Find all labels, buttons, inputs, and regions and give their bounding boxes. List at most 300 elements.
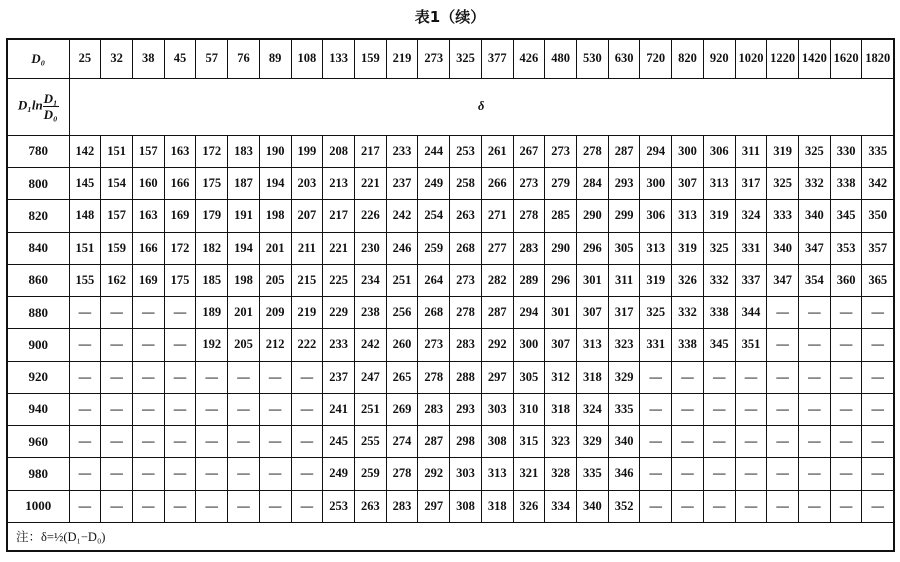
table-cell: 318 xyxy=(577,361,609,393)
table-cell: 292 xyxy=(481,329,513,361)
table-cell: 172 xyxy=(164,232,196,264)
table-cell: 273 xyxy=(450,264,482,296)
table-cell: 290 xyxy=(545,232,577,264)
table-cell: 307 xyxy=(577,297,609,329)
table-cell: 287 xyxy=(418,426,450,458)
table-cell: 260 xyxy=(386,329,418,361)
table-cell: 306 xyxy=(703,135,735,167)
table-cell: 329 xyxy=(608,361,640,393)
empty-cell: — xyxy=(767,361,799,393)
empty-cell: — xyxy=(196,490,228,522)
empty-cell: — xyxy=(132,490,164,522)
table-cell: 340 xyxy=(767,232,799,264)
table-cell: 237 xyxy=(323,361,355,393)
table-cell: 294 xyxy=(513,297,545,329)
table-row xyxy=(7,168,894,200)
table-cell: 209 xyxy=(259,297,291,329)
empty-cell: — xyxy=(830,393,862,425)
empty-cell: — xyxy=(101,329,133,361)
table-cell: 238 xyxy=(354,297,386,329)
row-label: 980 xyxy=(7,458,69,490)
table-title: 表1（续） xyxy=(414,8,486,26)
table-cell: 319 xyxy=(640,264,672,296)
empty-cell: — xyxy=(799,393,831,425)
d0-value: 1020 xyxy=(735,39,767,78)
table-cell: 347 xyxy=(799,232,831,264)
empty-cell: — xyxy=(259,393,291,425)
empty-cell: — xyxy=(132,361,164,393)
table-cell: 292 xyxy=(418,458,450,490)
empty-cell: — xyxy=(830,297,862,329)
table-cell: 189 xyxy=(196,297,228,329)
table-cell: 337 xyxy=(735,264,767,296)
table-cell: 234 xyxy=(354,264,386,296)
table-cell: 305 xyxy=(608,232,640,264)
table-cell: 319 xyxy=(703,200,735,232)
table-cell: 194 xyxy=(228,232,260,264)
empty-cell: — xyxy=(228,361,260,393)
d0-value: 720 xyxy=(640,39,672,78)
empty-cell: — xyxy=(672,490,704,522)
table-cell: 217 xyxy=(323,200,355,232)
empty-cell: — xyxy=(799,361,831,393)
empty-cell: — xyxy=(830,361,862,393)
table-cell: 162 xyxy=(101,264,133,296)
table-cell: 255 xyxy=(354,426,386,458)
table-cell: 145 xyxy=(69,168,101,200)
table-cell: 345 xyxy=(703,329,735,361)
row-label: 920 xyxy=(7,361,69,393)
empty-cell: — xyxy=(862,426,894,458)
table-cell: 319 xyxy=(767,135,799,167)
table-cell: 157 xyxy=(132,135,164,167)
empty-cell: — xyxy=(862,458,894,490)
table-cell: 233 xyxy=(386,135,418,167)
d0-value: 480 xyxy=(545,39,577,78)
table-cell: 154 xyxy=(101,168,133,200)
table-cell: 221 xyxy=(354,168,386,200)
table-cell: 308 xyxy=(481,426,513,458)
empty-cell: — xyxy=(132,426,164,458)
table-cell: 297 xyxy=(418,490,450,522)
table-cell: 325 xyxy=(767,168,799,200)
header-row-d0 xyxy=(7,39,894,78)
d0-value: 377 xyxy=(481,39,513,78)
empty-cell: — xyxy=(132,329,164,361)
row-label: 1000 xyxy=(7,490,69,522)
table-row xyxy=(7,264,894,296)
empty-cell: — xyxy=(735,458,767,490)
table-cell: 215 xyxy=(291,264,323,296)
table-cell: 352 xyxy=(608,490,640,522)
empty-cell: — xyxy=(830,458,862,490)
empty-cell: — xyxy=(196,426,228,458)
row-label: 820 xyxy=(7,200,69,232)
table-cell: 300 xyxy=(672,135,704,167)
table-cell: 268 xyxy=(418,297,450,329)
empty-cell: — xyxy=(196,361,228,393)
table-cell: 318 xyxy=(481,490,513,522)
table-cell: 268 xyxy=(450,232,482,264)
table-cell: 226 xyxy=(354,200,386,232)
table-cell: 318 xyxy=(545,393,577,425)
table-cell: 338 xyxy=(703,297,735,329)
table-cell: 179 xyxy=(196,200,228,232)
empty-cell: — xyxy=(291,361,323,393)
table-cell: 201 xyxy=(259,232,291,264)
table-cell: 293 xyxy=(608,168,640,200)
d0-value: 1420 xyxy=(799,39,831,78)
table-cell: 285 xyxy=(545,200,577,232)
table-cell: 155 xyxy=(69,264,101,296)
empty-cell: — xyxy=(735,361,767,393)
table-cell: 278 xyxy=(418,361,450,393)
d0-value: 45 xyxy=(164,39,196,78)
table-cell: 321 xyxy=(513,458,545,490)
empty-cell: — xyxy=(799,329,831,361)
empty-cell: — xyxy=(132,297,164,329)
row-label: 780 xyxy=(7,135,69,167)
table-cell: 308 xyxy=(450,490,482,522)
table-cell: 212 xyxy=(259,329,291,361)
table-cell: 274 xyxy=(386,426,418,458)
table-cell: 306 xyxy=(640,200,672,232)
table-cell: 313 xyxy=(672,200,704,232)
empty-cell: — xyxy=(101,297,133,329)
table-cell: 330 xyxy=(830,135,862,167)
delta-header: δ xyxy=(69,78,894,135)
d0-value: 76 xyxy=(228,39,260,78)
table-cell: 203 xyxy=(291,168,323,200)
table-cell: 313 xyxy=(577,329,609,361)
table-cell: 351 xyxy=(735,329,767,361)
empty-cell: — xyxy=(703,361,735,393)
empty-cell: — xyxy=(703,393,735,425)
table-cell: 299 xyxy=(608,200,640,232)
empty-cell: — xyxy=(862,297,894,329)
table-cell: 213 xyxy=(323,168,355,200)
table-cell: 249 xyxy=(418,168,450,200)
table-cell: 273 xyxy=(513,168,545,200)
empty-cell: — xyxy=(799,490,831,522)
table-cell: 313 xyxy=(703,168,735,200)
empty-cell: — xyxy=(830,426,862,458)
empty-cell: — xyxy=(767,426,799,458)
table-cell: 172 xyxy=(196,135,228,167)
d0-value: 133 xyxy=(323,39,355,78)
table-cell: 183 xyxy=(228,135,260,167)
table-cell: 278 xyxy=(577,135,609,167)
table-cell: 303 xyxy=(481,393,513,425)
table-cell: 247 xyxy=(354,361,386,393)
table-cell: 261 xyxy=(481,135,513,167)
table-cell: 198 xyxy=(259,200,291,232)
table-cell: 169 xyxy=(164,200,196,232)
empty-cell: — xyxy=(69,393,101,425)
table-cell: 346 xyxy=(608,458,640,490)
table-cell: 329 xyxy=(577,426,609,458)
empty-cell: — xyxy=(862,329,894,361)
table-cell: 325 xyxy=(703,232,735,264)
data-table xyxy=(6,38,895,552)
table-cell: 191 xyxy=(228,200,260,232)
table-cell: 283 xyxy=(386,490,418,522)
table-cell: 166 xyxy=(132,232,164,264)
d0-value: 38 xyxy=(132,39,164,78)
table-cell: 323 xyxy=(608,329,640,361)
d0-value: 273 xyxy=(418,39,450,78)
empty-cell: — xyxy=(799,297,831,329)
empty-cell: — xyxy=(672,393,704,425)
table-cell: 347 xyxy=(767,264,799,296)
table-cell: 332 xyxy=(799,168,831,200)
table-cell: 335 xyxy=(862,135,894,167)
table-cell: 283 xyxy=(450,329,482,361)
table-cell: 185 xyxy=(196,264,228,296)
empty-cell: — xyxy=(259,426,291,458)
empty-cell: — xyxy=(767,458,799,490)
empty-cell: — xyxy=(228,426,260,458)
table-cell: 251 xyxy=(386,264,418,296)
table-cell: 264 xyxy=(418,264,450,296)
table-cell: 258 xyxy=(450,168,482,200)
table-cell: 307 xyxy=(545,329,577,361)
table-cell: 324 xyxy=(577,393,609,425)
table-cell: 290 xyxy=(577,200,609,232)
d0-value: 530 xyxy=(577,39,609,78)
empty-cell: — xyxy=(291,458,323,490)
table-cell: 338 xyxy=(672,329,704,361)
table-row xyxy=(7,458,894,490)
table-cell: 340 xyxy=(799,200,831,232)
table-cell: 256 xyxy=(386,297,418,329)
empty-cell: — xyxy=(132,458,164,490)
note-text: 注：δ=½(D₁−D₀) xyxy=(7,522,894,551)
d0-value: 25 xyxy=(69,39,101,78)
table-cell: 340 xyxy=(608,426,640,458)
table-cell: 317 xyxy=(735,168,767,200)
row-label: 800 xyxy=(7,168,69,200)
empty-cell: — xyxy=(640,458,672,490)
empty-cell: — xyxy=(101,426,133,458)
empty-cell: — xyxy=(640,490,672,522)
d0-value: 630 xyxy=(608,39,640,78)
row-label: 940 xyxy=(7,393,69,425)
table-cell: 296 xyxy=(577,232,609,264)
row-label: 960 xyxy=(7,426,69,458)
d0-value: 820 xyxy=(672,39,704,78)
empty-cell: — xyxy=(228,490,260,522)
table-cell: 244 xyxy=(418,135,450,167)
table-cell: 287 xyxy=(608,135,640,167)
empty-cell: — xyxy=(767,393,799,425)
table-cell: 142 xyxy=(69,135,101,167)
empty-cell: — xyxy=(291,426,323,458)
empty-cell: — xyxy=(132,393,164,425)
table-cell: 307 xyxy=(672,168,704,200)
table-row xyxy=(7,393,894,425)
d0-value: 159 xyxy=(354,39,386,78)
table-cell: 273 xyxy=(545,135,577,167)
table-cell: 310 xyxy=(513,393,545,425)
empty-cell: — xyxy=(228,393,260,425)
table-row xyxy=(7,426,894,458)
table-cell: 317 xyxy=(608,297,640,329)
empty-cell: — xyxy=(164,490,196,522)
d0-value: 108 xyxy=(291,39,323,78)
empty-cell: — xyxy=(735,490,767,522)
table-cell: 246 xyxy=(386,232,418,264)
table-cell: 269 xyxy=(386,393,418,425)
header-row-delta xyxy=(7,78,894,135)
table-row xyxy=(7,200,894,232)
empty-cell: — xyxy=(164,297,196,329)
table-cell: 205 xyxy=(259,264,291,296)
table-cell: 319 xyxy=(672,232,704,264)
table-cell: 338 xyxy=(830,168,862,200)
empty-cell: — xyxy=(767,329,799,361)
table-cell: 357 xyxy=(862,232,894,264)
empty-cell: — xyxy=(101,458,133,490)
d0-value: 89 xyxy=(259,39,291,78)
table-cell: 166 xyxy=(164,168,196,200)
table-cell: 288 xyxy=(450,361,482,393)
empty-cell: — xyxy=(101,361,133,393)
table-cell: 282 xyxy=(481,264,513,296)
empty-cell: — xyxy=(703,490,735,522)
empty-cell: — xyxy=(164,329,196,361)
table-cell: 148 xyxy=(69,200,101,232)
table-cell: 298 xyxy=(450,426,482,458)
table-cell: 284 xyxy=(577,168,609,200)
d0-value: 1220 xyxy=(767,39,799,78)
row-label: 900 xyxy=(7,329,69,361)
table-cell: 313 xyxy=(481,458,513,490)
table-cell: 325 xyxy=(799,135,831,167)
row-label: 860 xyxy=(7,264,69,296)
d0-value: 426 xyxy=(513,39,545,78)
table-cell: 163 xyxy=(164,135,196,167)
table-cell: 345 xyxy=(830,200,862,232)
empty-cell: — xyxy=(164,426,196,458)
table-cell: 324 xyxy=(735,200,767,232)
empty-cell: — xyxy=(640,426,672,458)
table-cell: 219 xyxy=(291,297,323,329)
table-cell: 300 xyxy=(640,168,672,200)
empty-cell: — xyxy=(672,361,704,393)
table-cell: 303 xyxy=(450,458,482,490)
table-cell: 175 xyxy=(196,168,228,200)
table-cell: 254 xyxy=(418,200,450,232)
empty-cell: — xyxy=(164,393,196,425)
table-cell: 305 xyxy=(513,361,545,393)
empty-cell: — xyxy=(703,426,735,458)
table-cell: 279 xyxy=(545,168,577,200)
table-cell: 293 xyxy=(450,393,482,425)
table-cell: 294 xyxy=(640,135,672,167)
empty-cell: — xyxy=(259,490,291,522)
empty-cell: — xyxy=(291,490,323,522)
d0-value: 1620 xyxy=(830,39,862,78)
d0-value: 32 xyxy=(101,39,133,78)
table-cell: 182 xyxy=(196,232,228,264)
empty-cell: — xyxy=(799,458,831,490)
table-cell: 160 xyxy=(132,168,164,200)
d0-value: 325 xyxy=(450,39,482,78)
table-cell: 342 xyxy=(862,168,894,200)
formula-header-label: D₁ln $\frac{\text{D₁}}{\text{D₀}}$ xyxy=(7,78,69,135)
empty-cell: — xyxy=(291,393,323,425)
table-cell: 297 xyxy=(481,361,513,393)
table-cell: 353 xyxy=(830,232,862,264)
table-cell: 332 xyxy=(703,264,735,296)
table-row xyxy=(7,232,894,264)
table-cell: 360 xyxy=(830,264,862,296)
table-cell: 296 xyxy=(545,264,577,296)
table-cell: 263 xyxy=(354,490,386,522)
table-cell: 208 xyxy=(323,135,355,167)
table-cell: 198 xyxy=(228,264,260,296)
note-row xyxy=(7,522,894,551)
table-cell: 350 xyxy=(862,200,894,232)
table-cell: 301 xyxy=(545,297,577,329)
table-cell: 331 xyxy=(735,232,767,264)
table-cell: 190 xyxy=(259,135,291,167)
table-row xyxy=(7,361,894,393)
empty-cell: — xyxy=(767,297,799,329)
table-cell: 217 xyxy=(354,135,386,167)
table-cell: 265 xyxy=(386,361,418,393)
d0-value: 219 xyxy=(386,39,418,78)
table-cell: 334 xyxy=(545,490,577,522)
table-cell: 340 xyxy=(577,490,609,522)
table-cell: 271 xyxy=(481,200,513,232)
table-cell: 331 xyxy=(640,329,672,361)
empty-cell: — xyxy=(672,458,704,490)
table-cell: 242 xyxy=(354,329,386,361)
table-cell: 253 xyxy=(450,135,482,167)
empty-cell: — xyxy=(672,426,704,458)
table-cell: 253 xyxy=(323,490,355,522)
table-cell: 151 xyxy=(69,232,101,264)
row-label: 840 xyxy=(7,232,69,264)
table-cell: 311 xyxy=(735,135,767,167)
table-cell: 259 xyxy=(418,232,450,264)
table-cell: 192 xyxy=(196,329,228,361)
table-cell: 277 xyxy=(481,232,513,264)
table-cell: 201 xyxy=(228,297,260,329)
table-cell: 249 xyxy=(323,458,355,490)
table-cell: 289 xyxy=(513,264,545,296)
table-cell: 278 xyxy=(513,200,545,232)
table-cell: 205 xyxy=(228,329,260,361)
empty-cell: — xyxy=(767,490,799,522)
table-cell: 315 xyxy=(513,426,545,458)
table-cell: 175 xyxy=(164,264,196,296)
table-cell: 267 xyxy=(513,135,545,167)
table-cell: 199 xyxy=(291,135,323,167)
table-cell: 323 xyxy=(545,426,577,458)
empty-cell: — xyxy=(640,361,672,393)
table-cell: 159 xyxy=(101,232,133,264)
empty-cell: — xyxy=(196,393,228,425)
empty-cell: — xyxy=(69,329,101,361)
table-cell: 283 xyxy=(513,232,545,264)
table-cell: 259 xyxy=(354,458,386,490)
table-cell: 207 xyxy=(291,200,323,232)
empty-cell: — xyxy=(228,458,260,490)
table-cell: 241 xyxy=(323,393,355,425)
